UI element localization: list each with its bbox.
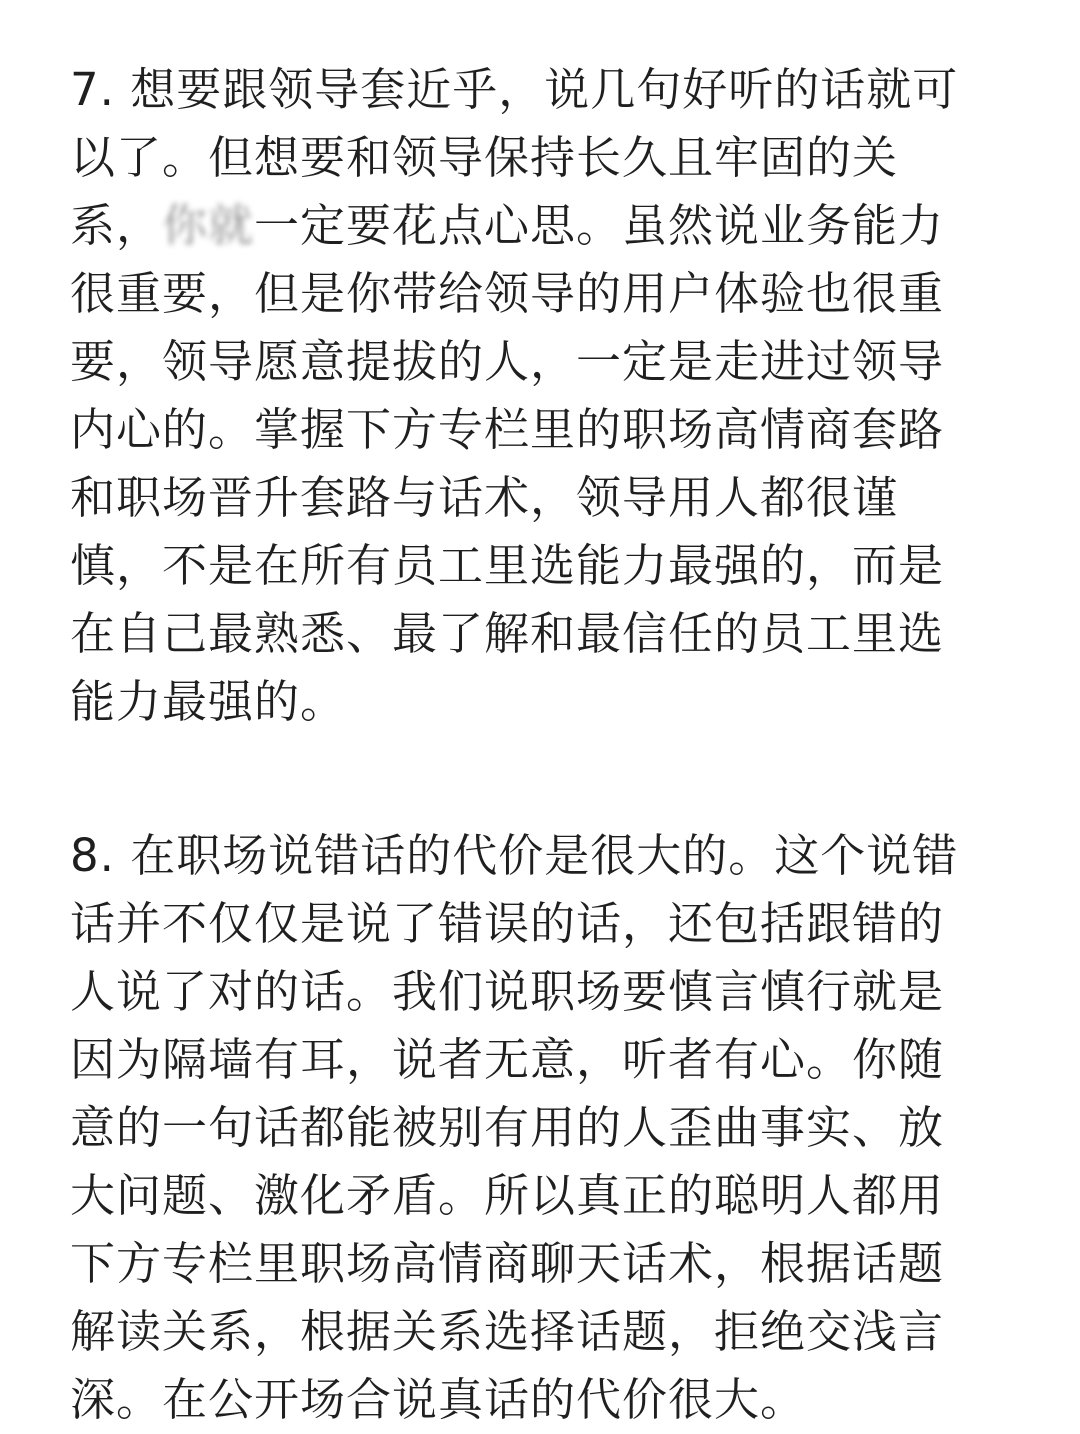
text-line: 7. 想要跟领导套近乎，说几句好听的话就可 xyxy=(70,63,959,116)
text-line: 深。在公开场合说真话的代价很大。 xyxy=(70,1373,807,1426)
text-line: 在自己最熟悉、最了解和最信任的员工里选 xyxy=(70,607,945,660)
text-line: 下方专栏里职场高情商聊天话术，根据话题 xyxy=(70,1237,945,1290)
text-line: 以了。但想要和领导保持长久且牢固的关 xyxy=(70,131,899,184)
text-line: 8. 在职场说错话的代价是很大的。这个说错 xyxy=(70,829,959,882)
text-line: 内心的。掌握下方专栏里的职场高情商套路 xyxy=(70,403,945,456)
blurred-text: 你就 xyxy=(162,199,255,252)
article-body xyxy=(70,56,990,1434)
text-line: 和职场晋升套路与话术，领导用人都很谨 xyxy=(70,471,899,524)
text-line: 要，领导愿意提拔的人，一定是走进过领导 xyxy=(70,335,945,388)
text-fragment: 一定要花点心思。虽然说业务能力 xyxy=(254,199,945,252)
paragraph-7 xyxy=(70,56,990,736)
text-line: 能力最强的。 xyxy=(70,675,347,728)
text-line: 人说了对的话。我们说职场要慎言慎行就是 xyxy=(70,965,945,1018)
text-line: 意的一句话都能被别有用的人歪曲事实、放 xyxy=(70,1101,945,1154)
paragraph-spacer xyxy=(70,736,990,822)
text-line: 解读关系，根据关系选择话题，拒绝交浅言 xyxy=(70,1305,945,1358)
text-line: 话并不仅仅是说了错误的话，还包括跟错的 xyxy=(70,897,945,950)
text-line: 因为隔墙有耳，说者无意，听者有心。你随 xyxy=(70,1033,945,1086)
paragraph-8 xyxy=(70,822,990,1434)
text-fragment: 系， xyxy=(70,199,163,252)
text-line: 大问题、激化矛盾。所以真正的聪明人都用 xyxy=(70,1169,945,1222)
text-line: 慎，不是在所有员工里选能力最强的，而是 xyxy=(70,539,945,592)
text-line xyxy=(70,192,990,260)
text-line: 很重要，但是你带给领导的用户体验也很重 xyxy=(70,267,945,320)
